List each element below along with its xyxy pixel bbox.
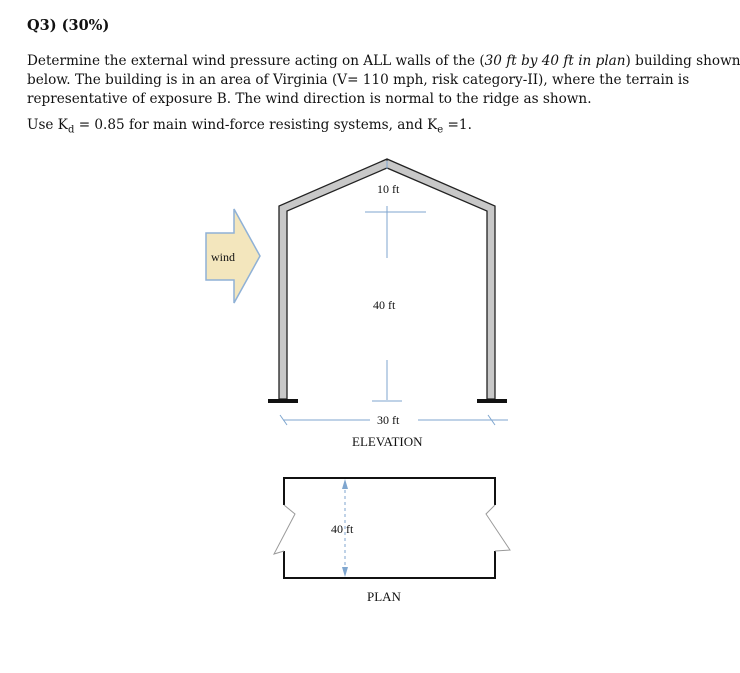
statement-line-3: representative of exposure B. The wind direction is normal to the ridge as shown. (27, 91, 592, 107)
given-factors: Use $K_d = 0.85$ for main wind-force resisting systems, and $K_e =1$. (27, 117, 472, 136)
elevation-drawing (206, 159, 508, 449)
right-break-line (486, 505, 510, 551)
plan-depth-label: 40 ft (331, 522, 354, 536)
plan-top-wall (284, 478, 495, 505)
height-dimensions (365, 161, 426, 401)
statement-line-1: Determine the external wind pressure acting on ALL walls of the (30 ft by 40 ft in plan) building shown (27, 53, 740, 69)
left-break-line (274, 505, 295, 554)
plan-dimensions-text: 30 ft by 40 ft in plan (484, 53, 626, 69)
width-label: 30 ft (377, 413, 400, 427)
plan-drawing (274, 478, 510, 604)
wind-label: wind (211, 250, 235, 264)
wall-height-label: 40 ft (373, 298, 396, 312)
statement-line-2: below. The building is in an area of Virginia (V= 110 mph, risk category-II), where the terrain is (27, 72, 690, 88)
question-title: Q3) (30%) (27, 17, 110, 34)
roof-height-label: 10 ft (377, 182, 400, 196)
plan-bottom-wall (284, 551, 495, 578)
elevation-caption: ELEVATION (352, 434, 423, 449)
plan-caption: PLAN (367, 589, 401, 604)
